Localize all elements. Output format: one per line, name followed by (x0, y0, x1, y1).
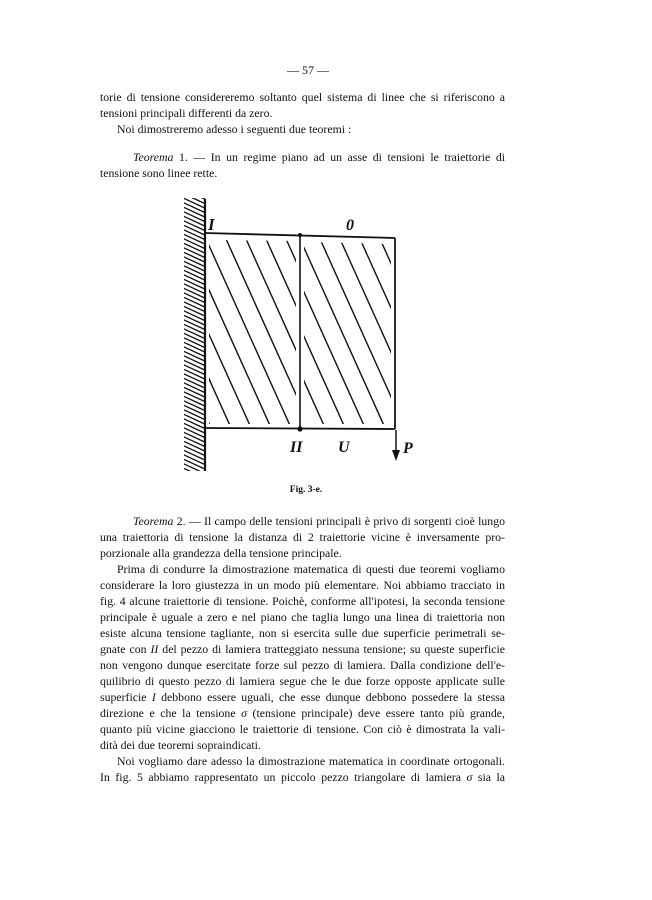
theorem-text: 2. — Il campo delle tensioni principali è privo di sorgenti cioè lungo (176, 514, 505, 528)
text-line: considerare la loro giustezza in un modo più elementare. Noi abbiamo tracciato in (100, 578, 505, 592)
theorem-text: 1. — In un regime piano ad un asse di tensioni le traiettorie di (178, 150, 506, 164)
text-line (100, 705, 505, 721)
text-line: dità dei due teoremi sopraindicati. (100, 738, 261, 752)
text-line (100, 769, 505, 785)
hatch-line (336, 230, 427, 432)
text-line: porzionale alla grandezza della tensione principale. (100, 546, 342, 560)
theorem-label: Teorema (133, 150, 174, 164)
hatch-line (282, 230, 373, 432)
text-segment: debbono essere uguali, che esse dunque debbono possedere la stessa (161, 690, 505, 704)
hatch-line (216, 230, 307, 432)
hatch-line (256, 230, 347, 432)
text-line: tensioni principali differenti da zero. (100, 106, 273, 120)
text-line: principale è uguale a zero e nel piano che taglia lungo una linea di traiettoria non (100, 610, 505, 624)
text-line (100, 149, 505, 165)
hatch-line (262, 230, 353, 432)
figure-caption: Fig. 3-e. (289, 485, 323, 495)
text-line: quanto più vicine giacciono le traiettorie di tensione. Con ciò è dimostrata la vali- (100, 722, 505, 736)
wall-hatch-stroke (182, 472, 208, 480)
symbol-sigma: σ (241, 706, 247, 720)
trajectory-hatching-right (216, 230, 435, 432)
intro-paragraph (100, 89, 505, 137)
hatch-line (202, 230, 293, 432)
text-line: esiste alcuna tensione tagliante, non si esercita sulle due superficie perimetrali se- (100, 626, 505, 640)
text-line: Prima di condurre la dimostrazione matematica di questi due teoremi vogliamo (117, 562, 505, 576)
section-top-point (298, 233, 302, 237)
figure-3e-plate-diagram (175, 185, 435, 480)
text-line: torie di tensione considereremo soltanto quel sistema di linee che si riferiscono a (100, 90, 505, 104)
label-edge-bottom: U (338, 439, 350, 456)
label-edge-top: 0 (346, 217, 354, 234)
symbol-I: I (151, 690, 156, 704)
text-line: una traiettoria di tensione la distanza di 2 traiettorie vicine è inversamente pro- (100, 530, 505, 544)
label-force: P (403, 440, 413, 457)
text-segment: superficie (100, 690, 147, 704)
text-line (100, 513, 505, 529)
theorem-label: Teorema (133, 514, 174, 528)
hatch-line (242, 230, 333, 432)
text-segment: In fig. 5 abbiamo rappresentato un piccolo pezzo triangolare di lamiera (100, 770, 461, 784)
text-segment: del pezzo di lamiera tratteggiato nessuna tensione; su queste superficie (162, 642, 506, 656)
text-segment: (tensione principale) deve essere tanto più grande, (252, 706, 505, 720)
page-number: — 57 — (287, 63, 329, 77)
symbol-sigma: σ (466, 770, 473, 784)
theorem-1 (100, 149, 505, 181)
section-bottom-point (297, 426, 302, 431)
text-line: quilibrio di questo pezzo di lamiera segue che le due forze opposte applicate sulle (100, 674, 505, 688)
text-line: Noi dimostreremo adesso i seguenti due teoremi : (117, 122, 352, 136)
text-line: non vengono dunque esercitate forze sul pezzo di lamiera. Dalla condizione dell'e- (100, 658, 505, 672)
label-edge-left: I (208, 215, 215, 234)
hatch-line (236, 230, 327, 432)
label-section-middle: II (290, 439, 303, 456)
theorem-2-section (100, 513, 505, 785)
symbol-II: II (150, 642, 159, 656)
hatch-line (316, 230, 407, 432)
text-segment: gnate con (100, 642, 147, 656)
hatch-line (396, 230, 435, 432)
force-arrow-head (392, 450, 400, 461)
text-line: Noi vogliamo dare adesso la dimostrazione matematica in coordinate ortogonali. (117, 754, 505, 768)
hatch-line (376, 230, 435, 432)
text-line: fig. 4 alcune traiettorie di tensione. Poichè, conforme all'ipotesi, la seconda tensione (100, 594, 505, 608)
trajectory-hatching-left (175, 230, 393, 432)
text-line: tensione sono linee rette. (100, 166, 218, 180)
text-line (100, 689, 505, 705)
hatch-line (276, 230, 367, 432)
text-segment: sia la (477, 770, 506, 784)
hatch-line (302, 230, 393, 432)
hatch-line (296, 230, 387, 432)
text-line (100, 641, 505, 657)
wall-hatch-stroke (182, 185, 208, 196)
text-segment: direzione e che la tensione (100, 706, 236, 720)
